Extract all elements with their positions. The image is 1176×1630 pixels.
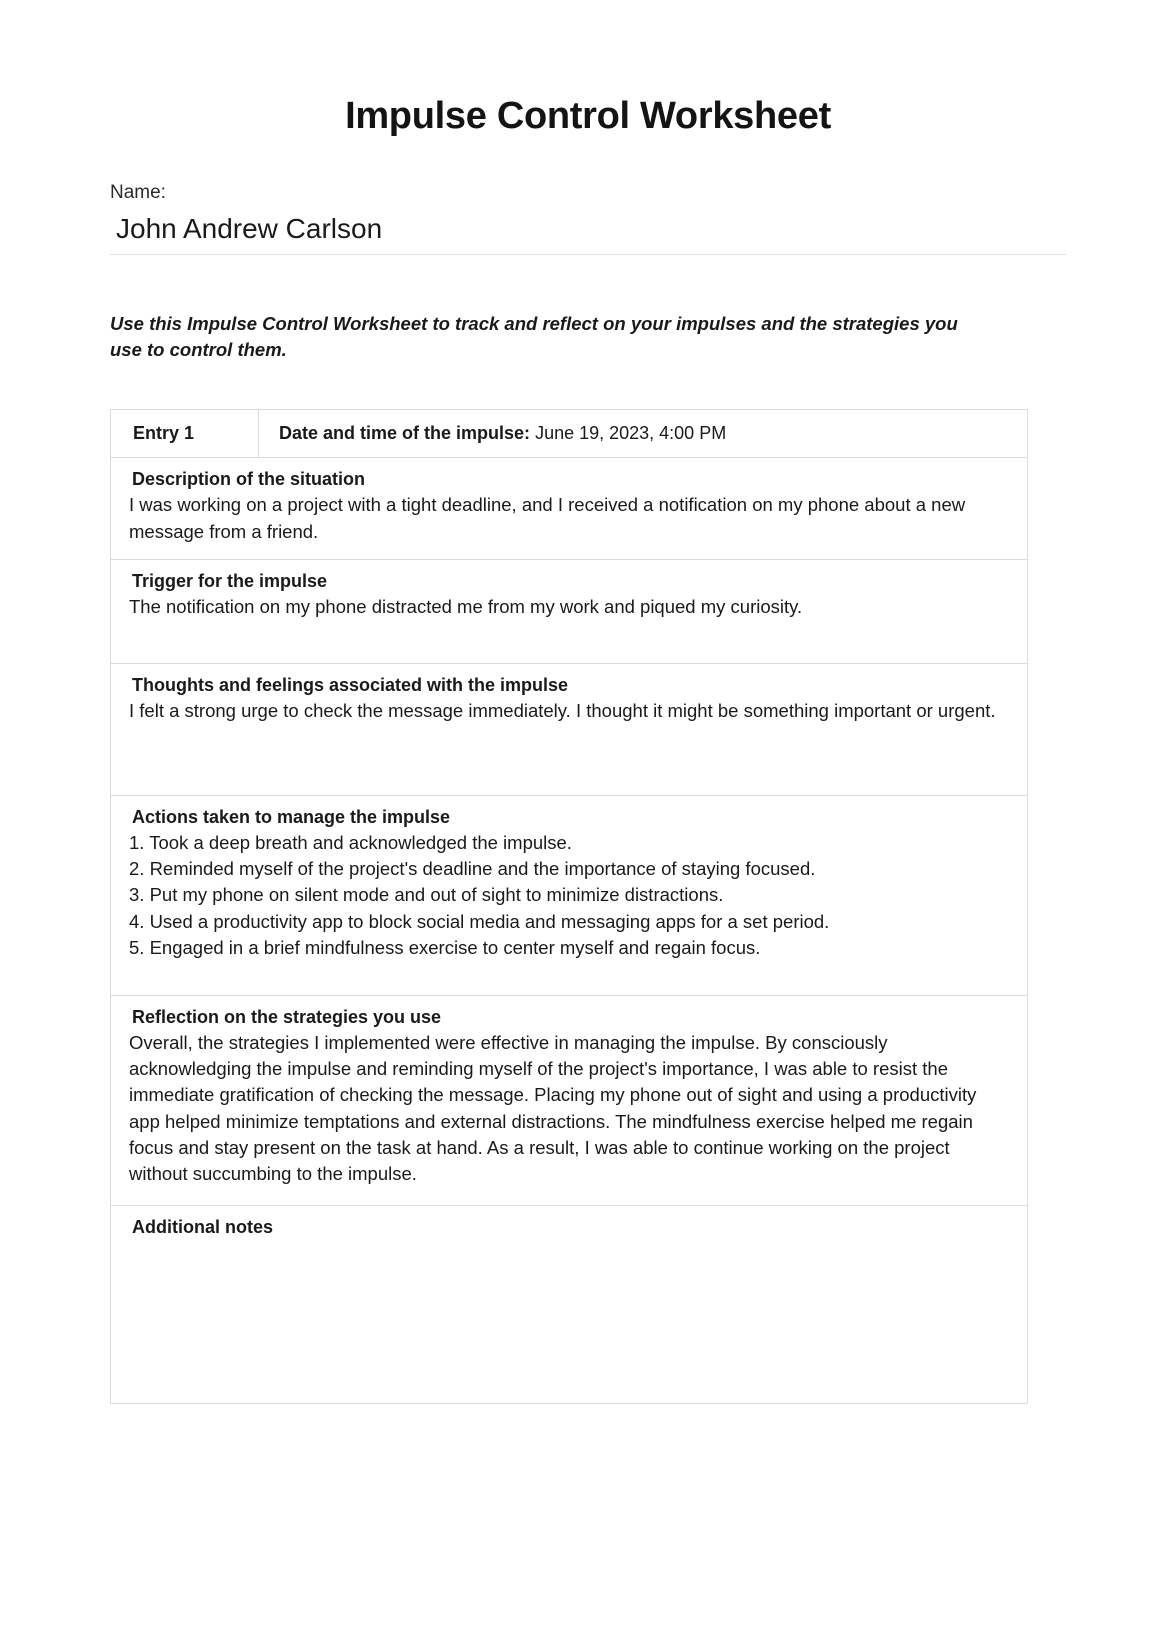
list-item: 1. Took a deep breath and acknowledged the impulse. (129, 831, 572, 853)
list-item: 2. Reminded myself of the project's deadline and the importance of staying focused. (129, 858, 816, 880)
section-reflection-title: Reflection on the strategies you use (132, 1006, 442, 1027)
section-actions (111, 796, 1027, 996)
section-actions-list[interactable] (129, 830, 1009, 961)
section-thoughts (111, 664, 1027, 796)
list-item: 3. Put my phone on silent mode and out of sight to minimize distractions. (129, 884, 724, 906)
section-situation-title: Description of the situation (132, 469, 366, 490)
section-trigger (111, 560, 1027, 664)
section-notes (111, 1206, 1027, 1404)
section-notes-title: Additional notes (132, 1216, 273, 1237)
section-reflection (111, 996, 1027, 1206)
name-label: Name: (110, 182, 166, 203)
entry-header-row (111, 410, 1027, 458)
section-situation-body[interactable]: I was working on a project with a tight deadline, and I received a notification on my phone about a new message from a friend. (129, 494, 966, 542)
section-actions-title: Actions taken to manage the impulse (132, 806, 451, 827)
instructions-text: Use this Impulse Control Worksheet to track and reflect on your impulses and the strategies you use to control them. (110, 312, 958, 361)
list-item: 4. Used a productivity app to block social media and messaging apps for a set period. (129, 910, 830, 932)
name-field[interactable]: John Andrew Carlson (110, 205, 1066, 255)
section-thoughts-body[interactable]: I felt a strong urge to check the message immediately. I thought it might be something important or urgent. (129, 699, 996, 721)
name-block (110, 182, 1066, 255)
section-trigger-body[interactable]: The notification on my phone distracted me from my work and piqued my curiosity. (129, 595, 803, 617)
section-trigger-title: Trigger for the impulse (132, 570, 328, 591)
section-reflection-body[interactable]: Overall, the strategies I implemented were effective in managing the impulse. By consciously acknowledging the impulse and reminding myself of the project's importance, I was able to resist the immediate gratification of checking the message. Placing my phone out of sight and using a productivity app helped minimize temptations and external distractions. The mindfulness exercise helped me regain focus and stay present on the task at hand. As a result, I was able to continue working on the project without succumbing to the impulse. (129, 1031, 977, 1185)
entry-datetime-value: June 19, 2023, 4:00 PM (535, 423, 727, 444)
page-title: Impulse Control Worksheet (345, 95, 831, 137)
section-thoughts-title: Thoughts and feelings associated with the impulse (132, 674, 569, 695)
entry-datetime-label: Date and time of the impulse: (279, 423, 531, 444)
list-item: 5. Engaged in a brief mindfulness exercise to center myself and regain focus. (129, 936, 761, 958)
entries-table (110, 409, 1028, 1404)
section-situation (111, 458, 1027, 560)
entry-datetime[interactable] (259, 410, 1027, 457)
entry-label: Entry 1 (111, 410, 259, 457)
